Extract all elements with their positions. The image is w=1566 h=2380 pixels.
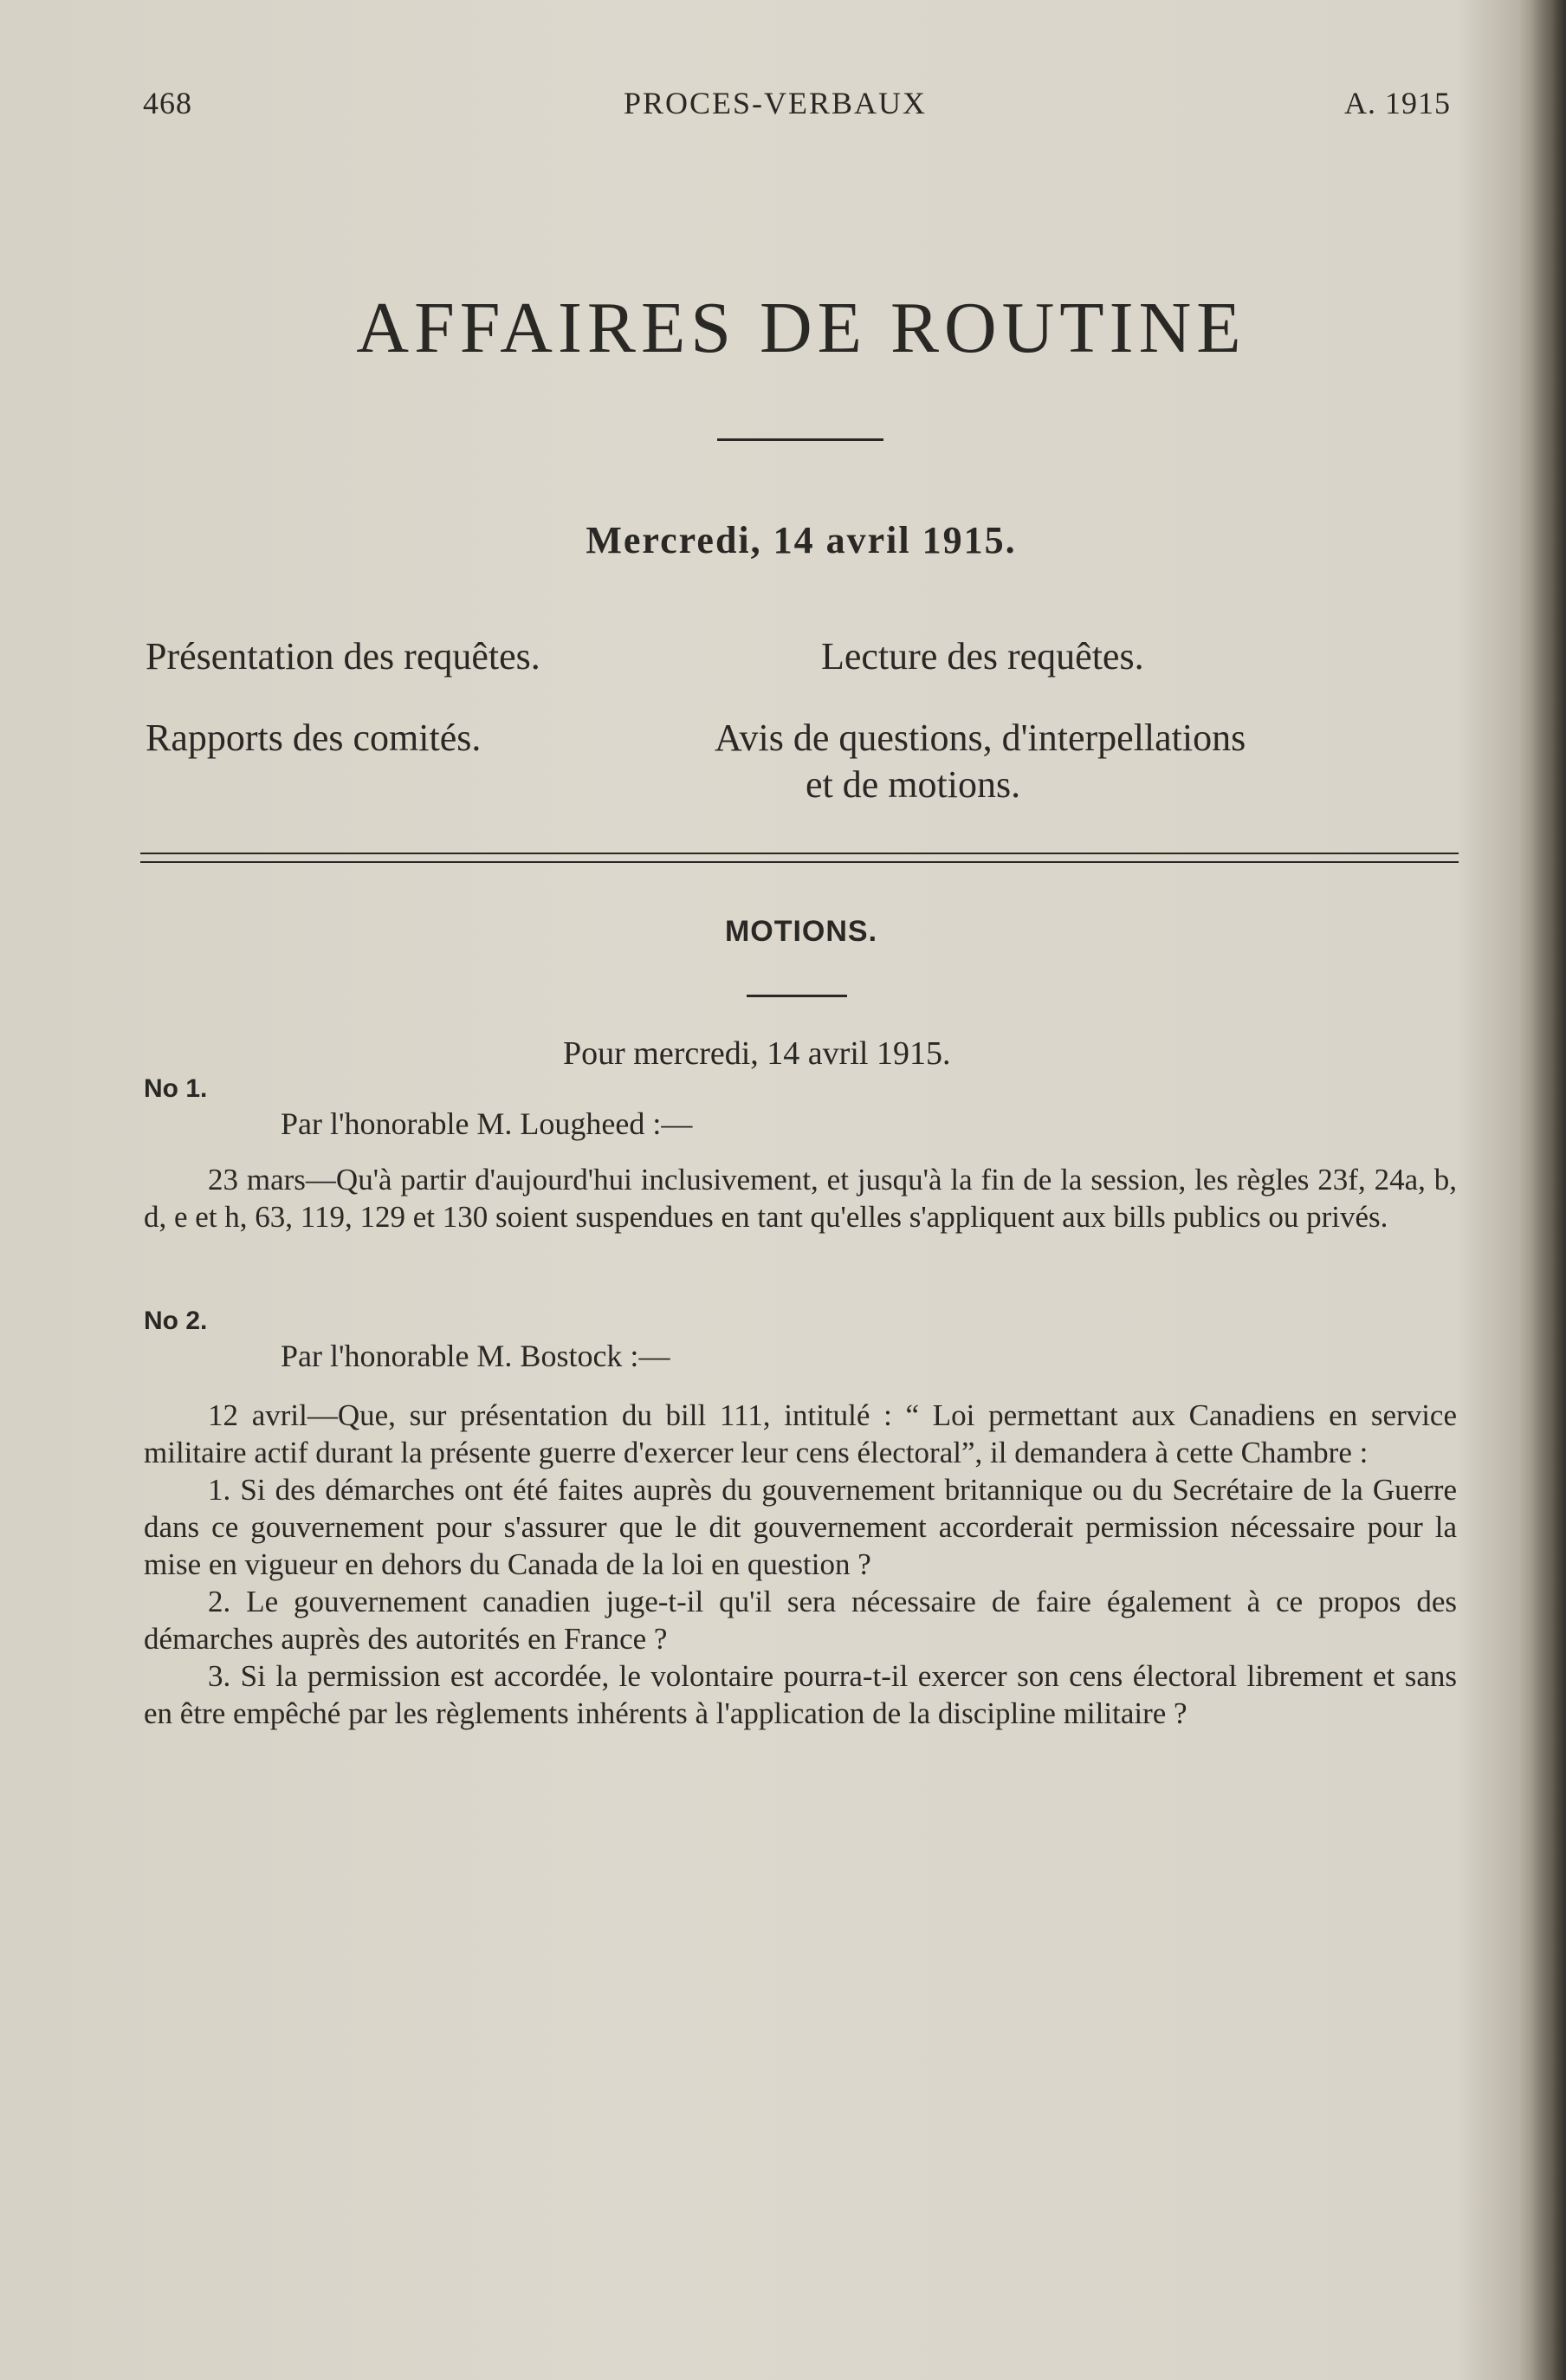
section-divider [140, 853, 1459, 863]
motions-divider [747, 995, 847, 997]
motions-heading: MOTIONS. [724, 915, 878, 948]
year-label: A. 1915 [1344, 86, 1451, 120]
motion-question: 2. Le gouvernement canadien juge-t-il qu'il sera nécessaire de faire également à ce propos des démarches auprès des autorités en France ? [144, 1585, 1457, 1656]
motion-mover: Par l'honorable M. Lougheed :— [281, 1106, 693, 1141]
motion-mover: Par l'honorable M. Bostock :— [281, 1339, 670, 1373]
motion-text [144, 1161, 1457, 1235]
motion-paragraph: 12 avril—Que, sur présentation du bill 111, intitulé : “ Loi permettant aux Canadiens en service militaire actif durant la présente guerre d'exercer leur cens électoral”, il demandera à cette Chambre : [144, 1398, 1457, 1469]
agenda-item-avis: Avis de questions, d'interpellations [715, 717, 1246, 759]
running-title: PROCES-VERBAUX [624, 86, 928, 120]
page-title: AFFAIRES DE ROUTINE [356, 288, 1246, 368]
session-date: Mercredi, 14 avril 1915. [586, 519, 1017, 561]
agenda-item-rapports: Rapports des comités. [146, 717, 482, 759]
motion-number: No 1. [144, 1074, 208, 1103]
motion-text [144, 1397, 1457, 1732]
motions-for-date: Pour mercredi, 14 avril 1915. [563, 1035, 951, 1072]
agenda-item-lecture: Lecture des requêtes. [821, 635, 1144, 678]
title-divider [717, 438, 883, 441]
page-number: 468 [143, 86, 192, 120]
agenda-item-avis-cont: et de motions. [806, 763, 1021, 806]
motion-number: No 2. [144, 1307, 208, 1335]
motion-paragraph: 23 mars—Qu'à partir d'aujourd'hui inclusivement, et jusqu'à la fin de la session, les règles 23f, 24a, b, d, e et h, 63, 119, 129 et 130 soient suspendues en tant qu'elles s'appliquent aux bills publics ou privés. [144, 1163, 1457, 1234]
motion-question: 1. Si des démarches ont été faites auprès du gouvernement britannique ou du Secrétaire de la Guerre dans ce gouvernement pour s'assurer que le dit gouvernement accorderait permission nécessaire pour la mise en vigueur en dehors du Canada de la loi en question ? [144, 1473, 1457, 1581]
agenda-item-presentation: Présentation des requêtes. [146, 635, 540, 678]
motion-question: 3. Si la permission est accordée, le volontaire pourra-t-il exercer son cens électoral librement et sans en être empêché par les règlements inhérents à l'application de la discipline militaire ? [144, 1659, 1457, 1730]
